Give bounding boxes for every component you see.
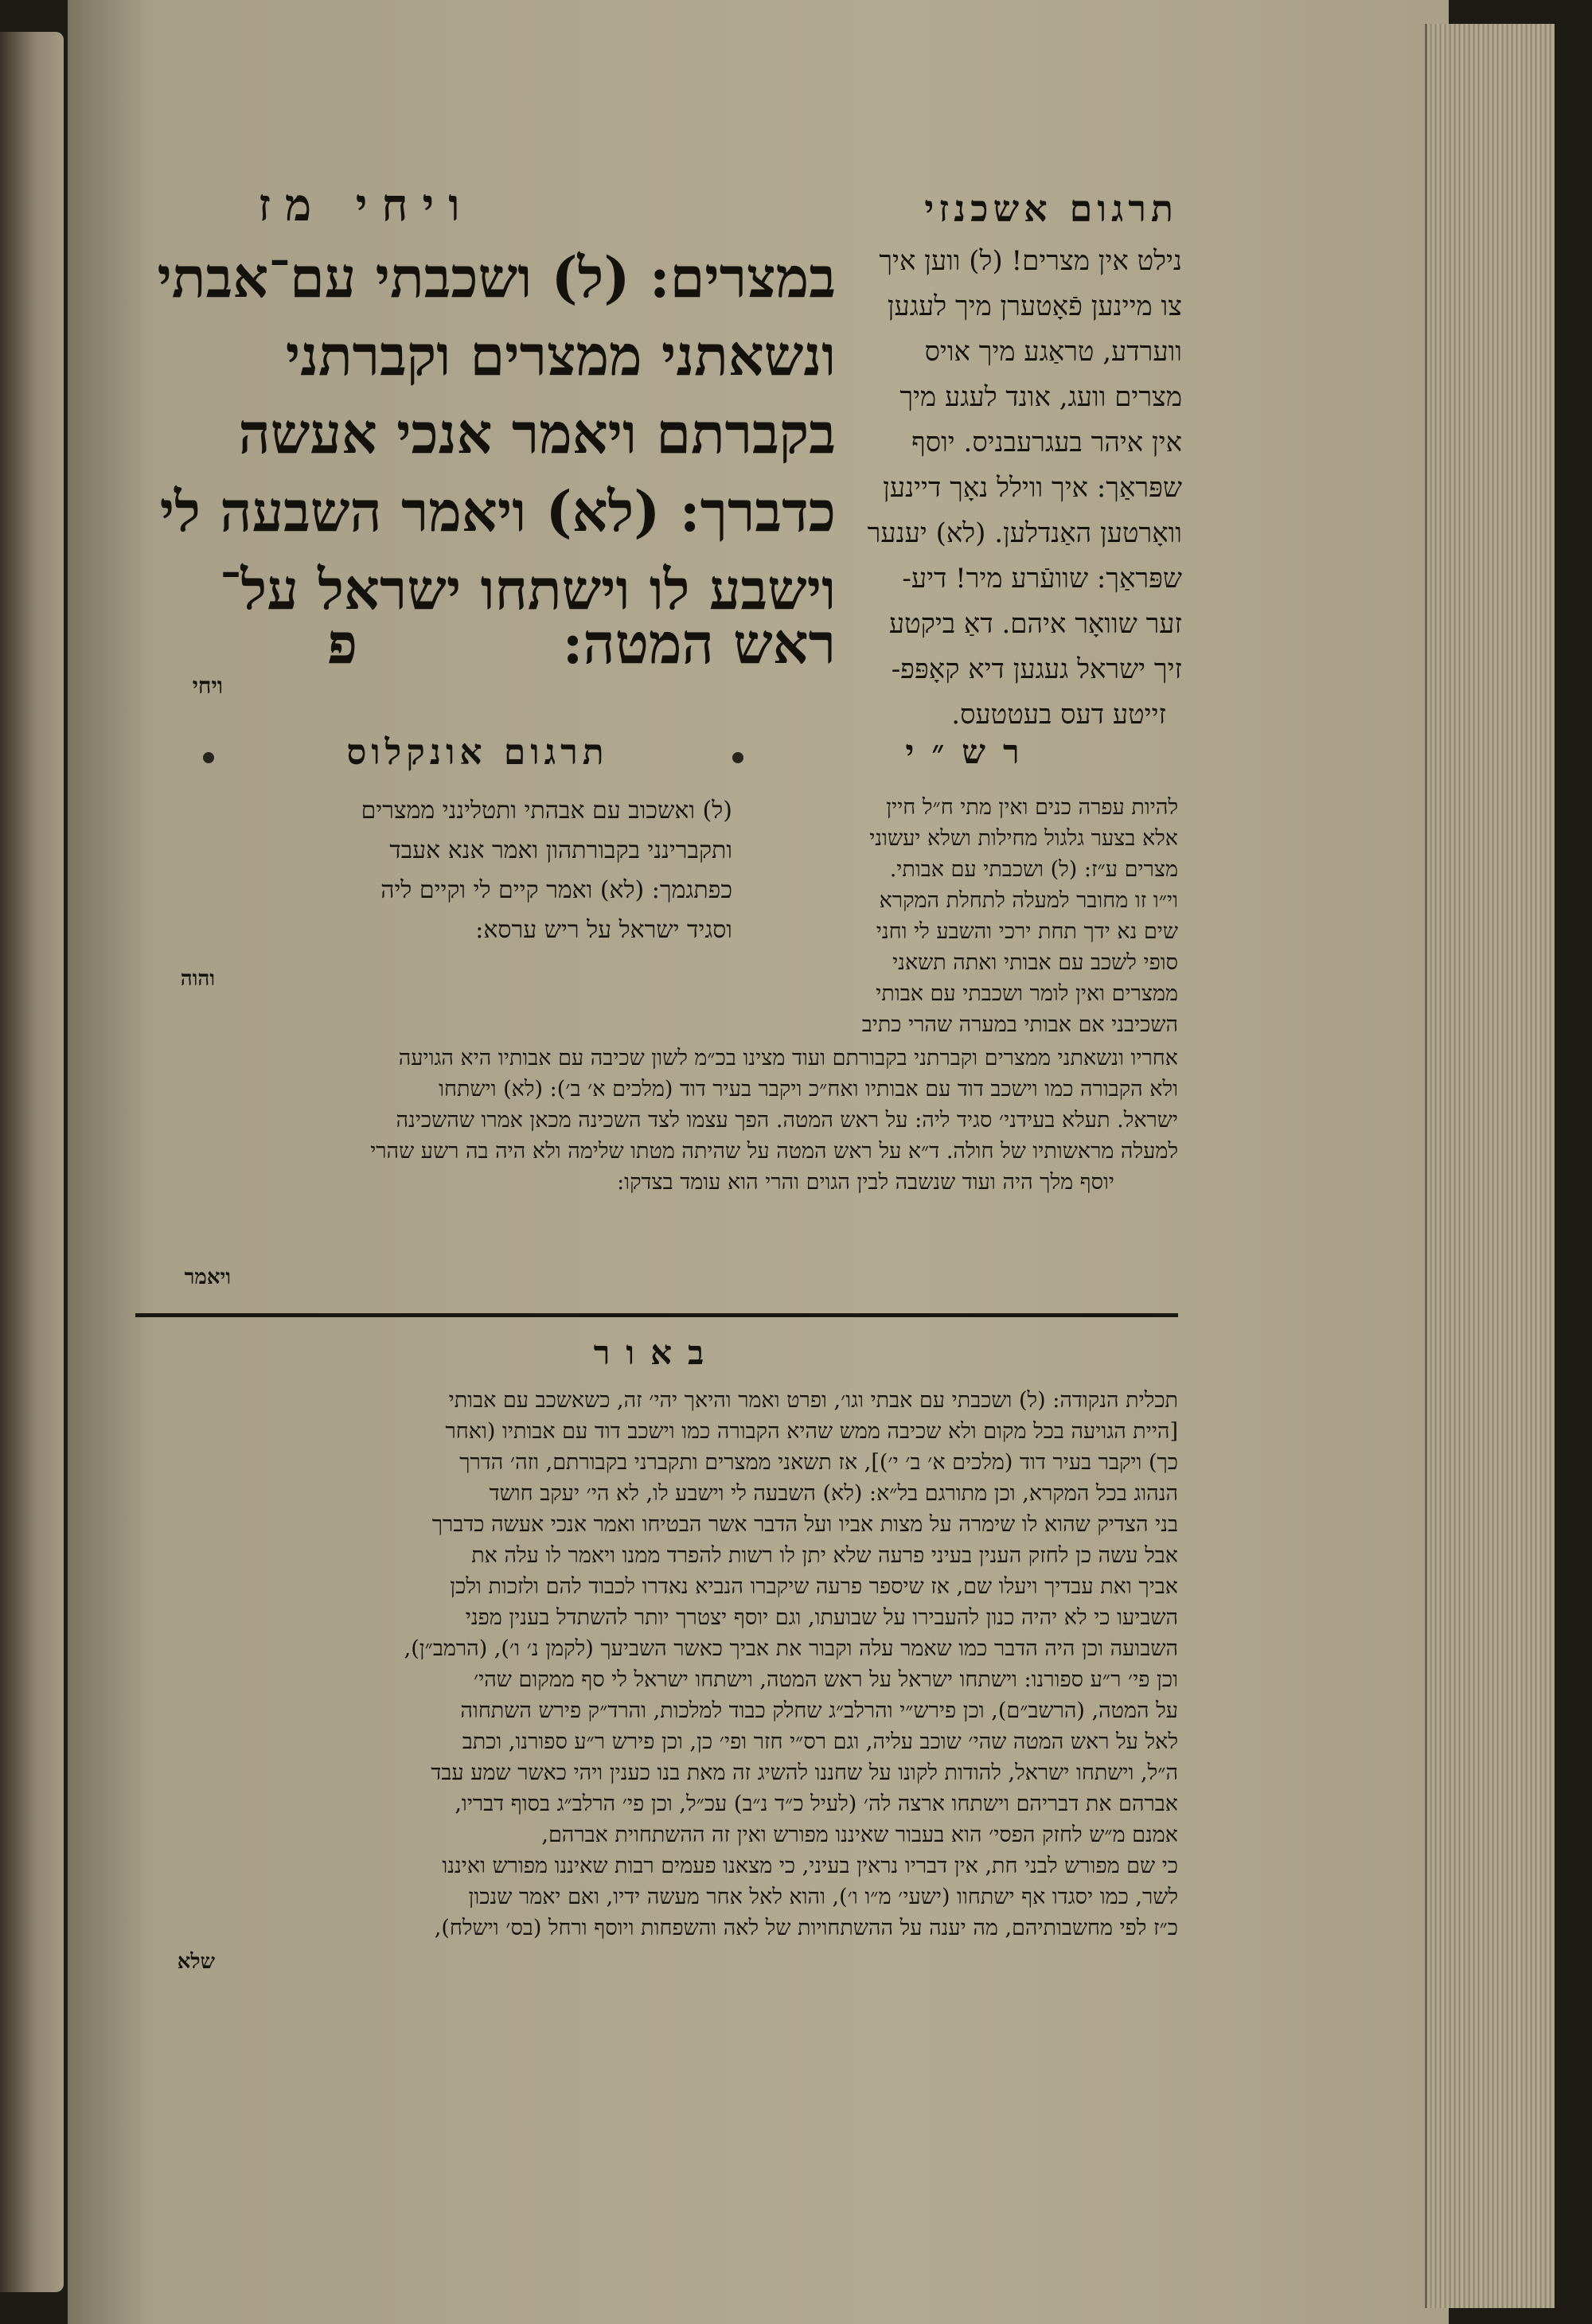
verse-line: ונשאתני ממצרים וקברתני <box>285 322 836 388</box>
yiddish-line: זייטע דעס בעטטעס. <box>951 699 1166 731</box>
previous-page-edge <box>0 32 64 2292</box>
yiddish-line: נילט אין מצרים! (ל) ווען איך <box>879 245 1182 277</box>
parasha-mark: פ <box>326 610 358 677</box>
header-targum-onkelos: תרגום אונקלוס <box>346 732 609 773</box>
yiddish-line: זיך ישראל געגען דיא קאָפּפ- <box>891 653 1182 685</box>
catchword-onkelos: והוה <box>180 967 215 991</box>
biur-line: השביעו כי לא יהיה כנון להעבירו על שבועתו, וגם יוסף יצטרך יותר להשתדל בענין מפני <box>465 1605 1178 1630</box>
yiddish-line: מצרים וועג, אונד לעגע מיך <box>899 381 1182 413</box>
biur-line: הנהוג בכל המקרא, וכן מתורגם בל״א: (לא) השבעה לי וישבע לו, לא הי׳ יעקב חושד <box>489 1481 1178 1506</box>
verse-line: בקברתם ויאמר אנכי אעשה <box>238 400 836 466</box>
rashi-line: השכיבני אם אבותי במערה שהרי כתיב <box>861 1012 1178 1037</box>
biur-line: על המטה, (הרשב״ם), וכן פירש״י והרלב״ג שחלק כבוד למלכות, והרד״ק פירש השתחוה <box>460 1698 1178 1723</box>
biur-line: תכלית הנקודה: (ל) ושכבתי עם אבתי וגו׳, ופרט ואמר והיאך יהי׳ זה, כשאשכב עם אבותי <box>448 1388 1178 1413</box>
catchword-verse: ויחי <box>192 673 223 699</box>
biur-line: ה״ל, וישתחו ישראל, להודות לקונו על שחננו להשיג זה מאת בנו כענין ויהי כאשר שמע עבד <box>431 1761 1178 1785</box>
yiddish-line: וואָרטען האַנדלען. (לא) יענער <box>867 517 1182 549</box>
verse-line: ראש המטה: <box>562 610 836 677</box>
onkelos-line: ותקברינני בקבורתהון ואמר אנא אעבד <box>389 836 732 864</box>
biur-line: כ״ז לפי מחשבותיהם, מה יענה על ההשתחויות של לאה והשפחות ויוסף ורחל (בס׳ וישלח), <box>434 1916 1178 1940</box>
rashi-wide-line: אחריו ונשאתני ממצרים וקברתני בקבורתם ועוד מצינו בכ״מ לשון שכיבה עם אבותיו היא הגויעה <box>398 1046 1178 1070</box>
catchword-rashi: ויאמר <box>184 1265 231 1289</box>
verse-line: במצרים: (ל) ושכבתי עם־אבתי <box>157 244 836 310</box>
header-biur: באור <box>593 1333 720 1372</box>
rashi-line: שים נא ידך תחת ירכי והשבע לי וחני <box>876 919 1178 944</box>
biur-line: כך) ויקבר בעיר דוד (מלכים א׳ ב׳ י׳)], אז תשאני ממצרים ותקברני בקבורתם, וזה׳ הדרך <box>459 1450 1178 1475</box>
biur-line: בני הצדיק שהוא לו שימרה על מצות אביו ועל הדבר אשר הבטיחו ואמר אנכי אעשה כדברך <box>431 1512 1178 1537</box>
rashi-wide-line: למעלה מראשותיו של חולה. ד״א על ראש המטה על שהיתה מטתו שלימה ולא היה בה רשע שהרי <box>370 1139 1178 1164</box>
ornament-right <box>732 752 743 763</box>
biur-line: לאל על ראש המטה שהי׳ שוכב עליה, וגם רס״י חזר ופי׳ כן, וכן פירש ר״ע ספורנו, וכתב <box>462 1729 1178 1754</box>
rashi-line: סופי לשכב עם אבותי ואתה תשאני <box>892 950 1178 975</box>
verse-line: כדברך: (לא) ויאמר השבעה לי <box>159 478 836 544</box>
onkelos-line: וסגיד ישראל על ריש ערסא: <box>475 916 732 944</box>
header-parasha-page: ויחי מז <box>258 179 474 232</box>
section-divider <box>135 1313 1178 1317</box>
yiddish-line: זער שוואָר איהם. דאַ ביקטע <box>888 608 1182 640</box>
yiddish-line: צו מיינען פֿאָטערן מיך לעגען <box>887 290 1182 322</box>
rashi-wide-line: יוסף מלך היה ועוד שנשבה לבין הגוים והרי הוא עומד בצדקו: <box>617 1170 1114 1195</box>
rashi-line: מצרים ע״ז: (ל) ושכבתי עם אבותי. <box>889 857 1178 882</box>
yiddish-line: שפּראַך: שוועֿרע מיר! דיע- <box>902 563 1182 595</box>
onkelos-line: כפתגמך: (לא) ואמר קיים לי וקיים ליה <box>380 876 732 904</box>
page-block-edge <box>1425 24 1555 2308</box>
header-targum-ashkenazi: תרגום אשכנזי <box>924 187 1178 230</box>
yiddish-line: אין איהר בעגרעבניס. יוסף <box>911 427 1182 458</box>
yiddish-line: שפּראַך: איך ווילל נאָך דיינען <box>883 472 1182 504</box>
verse-line: וישבע לו וישתחו ישראל על־ <box>219 556 836 622</box>
yiddish-line: ווערדע, טראַגע מיך אויס <box>924 336 1182 368</box>
rashi-wide-line: ולא הקבורה כמו וישכב דוד עם אבותיו ואח״כ ויקבר בעיר דוד (מלכים א׳ ב׳): (לא) וישתחו <box>439 1077 1178 1102</box>
biur-line: וכן פי׳ ר״ע ספורנו: וישתחו ישראל על ראש המטה, וישתחו ישראל לי סף ממקום שהי׳ <box>473 1667 1178 1692</box>
header-rashi: רש״י <box>905 732 1037 771</box>
biur-line: לשר, כמו יסגדו אף ישתחוו (ישעי׳ מ״ו ו׳), והוא לאל אחר מעשה ידיו, ואם יאמר שנכון <box>468 1885 1178 1909</box>
biur-line: [היית הגויעה בכל מקום ולא שכיבה ממש שהיא הקבורה כמו וישכב דוד עם אבותיו (ואחר <box>445 1419 1178 1444</box>
rashi-line: להיות עפרה כנים ואין מתי ח״ל חיין <box>886 795 1178 820</box>
rashi-line: וי״ו זו מחובר למעלה לתחלת המקרא <box>879 888 1178 913</box>
rashi-line: ממצרים ואין לומר ושכבתי עם אבותי <box>876 981 1178 1006</box>
ornament-left <box>203 752 214 763</box>
rashi-wide-line: ישראל. תעלא בעידני׳ סגיד ליה: על ראש המטה. הפך עצמו לצד השכינה מכאן אמרו שהשכינה <box>396 1108 1178 1133</box>
catchword-biur: שלא <box>177 1950 215 1974</box>
biur-line: אמנם מ״ש לחזק הפסי׳ הוא בעבור שאיננו מפורש ואין זה ההשתחוית אברהם, <box>541 1823 1178 1847</box>
biur-line: אברהם את דבריהם וישתחו ארצה לה׳ (לעיל כ״ד נ״ב) עכ״ל, וכן פי׳ הרלב״ג בסוף דבריו, <box>455 1792 1178 1816</box>
biur-line: אביך ואת עבדיך ויעלו שם, אז שיספר פרעה שיקברו הנביא נאדרו לכבוד להם ולזכות ולכן <box>450 1574 1178 1599</box>
biur-line: אבל עשה כן לחזק הענין בעיני פרעה שלא יתן לו רשות להפרד ממנו ויאמר לו עלה את <box>471 1543 1178 1568</box>
onkelos-line: (ל) ואשכוב עם אבהתי ותטלינני ממצרים <box>361 797 732 825</box>
biur-line: כי שם מפורש לבני חת, אין דבריו נראין בעיני, כי מצאנו פעמים רבות שאיננו מפורש ואיננו <box>442 1854 1178 1878</box>
rashi-line: אלא בצער גלגול מחילות ושלא יעשוני <box>869 826 1178 851</box>
biur-line: השבועה וכן היה הדבר כמו שאמר עלה וקבור את אביך כאשר השביעך (לקמן נ׳ ו׳), (הרמב״ן), <box>404 1636 1178 1661</box>
